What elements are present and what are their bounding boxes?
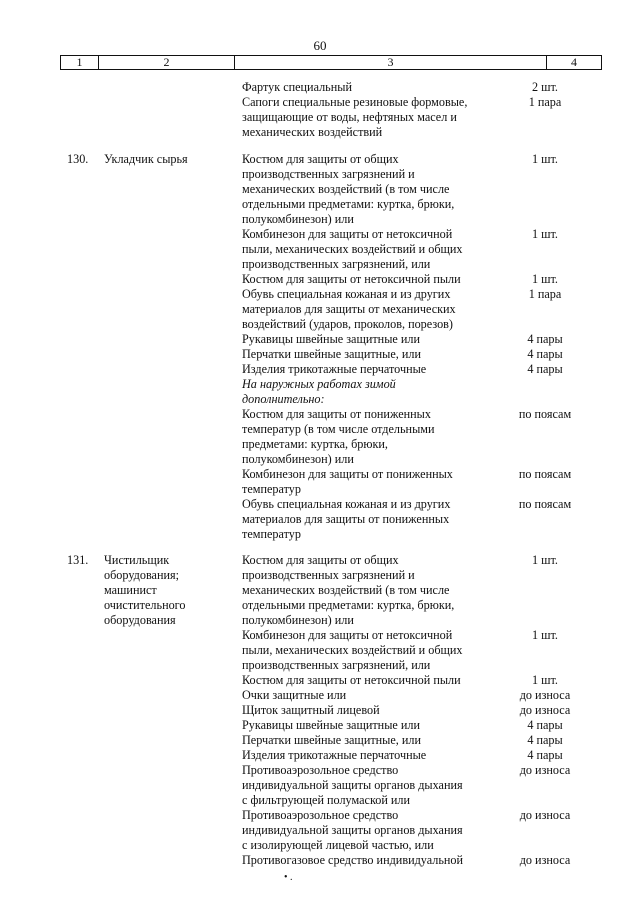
item-line: Костюм для защиты от общих	[242, 152, 399, 166]
item-line: с фильтрующей полумаской или	[242, 793, 411, 807]
item-line: Рукавицы швейные защитные или	[242, 332, 420, 346]
item-line: механических воздействий (в том числе	[242, 583, 450, 597]
item-line: производственных загрязнений и	[242, 568, 415, 582]
item-line: полукомбинезон) или	[242, 613, 354, 627]
quantity-cell: 1 пара	[528, 287, 562, 301]
quantity-cell: 4 пары	[527, 332, 563, 346]
item-line: температур	[242, 527, 301, 541]
item-line: индивидуальной защиты органов дыхания	[242, 823, 463, 837]
item-line: Костюм для защиты от общих	[242, 553, 399, 567]
quantity-cell: 4 пары	[527, 733, 563, 747]
quantity-cell: 1 пара	[528, 95, 562, 109]
quantity-cell: 2 шт.	[532, 80, 558, 94]
item-line: производственных загрязнений, или	[242, 658, 431, 672]
profession-line: оборудования	[104, 613, 176, 627]
item-line: Очки защитные или	[242, 688, 347, 702]
item-line: Костюм для защиты от пониженных	[242, 407, 431, 421]
quantity-cell: 1 шт.	[532, 673, 558, 687]
page-number: 60	[313, 38, 327, 53]
item-line: Изделия трикотажные перчаточные	[242, 748, 427, 762]
quantity-cell: по поясам	[518, 467, 572, 481]
item-line: Костюм для защиты от нетоксичной пыли	[242, 673, 461, 687]
quantity-cell: 1 шт.	[532, 628, 558, 642]
profession-line: машинист	[104, 583, 157, 597]
item-line: Изделия трикотажные перчаточные	[242, 362, 427, 376]
item-line: производственных загрязнений, или	[242, 257, 431, 271]
item-line: Костюм для защиты от нетоксичной пыли	[242, 272, 461, 286]
row-number: 131.	[67, 553, 89, 567]
item-line: механических воздействий	[242, 125, 383, 139]
item-line: Щиток защитный лицевой	[242, 703, 380, 717]
item-line: Обувь специальная кожаная и из других	[242, 497, 451, 511]
item-line: механических воздействий (в том числе	[242, 182, 450, 196]
quantity-cell: по поясам	[518, 497, 572, 511]
item-line: температур (в том числе отдельными	[242, 422, 435, 436]
quantity-cell: 4 пары	[527, 347, 563, 361]
item-line: На наружных работах зимой	[242, 377, 396, 391]
item-line: воздействий (ударов, проколов, порезов)	[242, 317, 453, 331]
header-col-4: 4	[571, 55, 577, 69]
item-line: пыли, механических воздействий и общих	[242, 242, 463, 256]
footer-mark: • .	[284, 872, 293, 883]
profession-line: оборудования;	[104, 568, 179, 582]
item-line: полукомбинезон) или	[242, 452, 354, 466]
item-line: предметами: куртка, брюки,	[242, 437, 388, 451]
quantity-cell: 1 шт.	[532, 227, 558, 241]
item-line: пыли, механических воздействий и общих	[242, 643, 463, 657]
item-line: Рукавицы швейные защитные или	[242, 718, 420, 732]
quantity-cell: 4 пары	[527, 718, 563, 732]
quantity-cell: до износа	[519, 808, 571, 822]
item-line: Комбинезон для защиты от нетоксичной	[242, 628, 453, 642]
table-header	[60, 55, 602, 70]
quantity-cell: по поясам	[518, 407, 572, 421]
quantity-cell: 4 пары	[527, 748, 563, 762]
item-line: Обувь специальная кожаная и из других	[242, 287, 451, 301]
quantity-cell: до износа	[519, 853, 571, 867]
quantity-cell: 1 шт.	[532, 272, 558, 286]
item-line: Фартук специальный	[242, 80, 352, 94]
item-line: производственных загрязнений и	[242, 167, 415, 181]
item-line: Перчатки швейные защитные, или	[242, 347, 422, 361]
item-line: температур	[242, 482, 301, 496]
item-line: Комбинезон для защиты от пониженных	[242, 467, 453, 481]
header-col-2: 2	[99, 56, 235, 69]
quantity-cell: до износа	[519, 763, 571, 777]
item-line: Противоаэрозольное средство	[242, 763, 399, 777]
row-number: 130.	[67, 152, 89, 166]
item-line: Перчатки швейные защитные, или	[242, 733, 422, 747]
item-line: Противоаэрозольное средство	[242, 808, 399, 822]
quantity-cell: до износа	[519, 703, 571, 717]
item-line: защищающие от воды, нефтяных масел и	[242, 110, 457, 124]
item-line: отдельными предметами: куртка, брюки,	[242, 197, 455, 211]
quantity-cell: 1 шт.	[532, 152, 558, 166]
item-line: дополнительно:	[242, 392, 325, 406]
profession-line: Чистильщик	[104, 553, 170, 567]
profession-line: очистительного	[104, 598, 186, 612]
item-line: с изолирующей лицевой частью, или	[242, 838, 434, 852]
quantity-cell: 4 пары	[527, 362, 563, 376]
item-line: Комбинезон для защиты от нетоксичной	[242, 227, 453, 241]
header-col-1: 1	[61, 56, 99, 69]
item-line: полукомбинезон) или	[242, 212, 354, 226]
item-line: Противогазовое средство индивидуальной	[242, 853, 464, 867]
header-col-3: 3	[235, 56, 547, 69]
item-line: Сапоги специальные резиновые формовые,	[242, 95, 468, 109]
quantity-cell: до износа	[519, 688, 571, 702]
item-line: индивидуальной защиты органов дыхания	[242, 778, 463, 792]
profession-line: Укладчик сырья	[104, 152, 188, 166]
item-line: материалов для защиты от механических	[242, 302, 456, 316]
item-line: материалов для защиты от пониженных	[242, 512, 450, 526]
item-line: отдельными предметами: куртка, брюки,	[242, 598, 455, 612]
quantity-cell: 1 шт.	[532, 553, 558, 567]
